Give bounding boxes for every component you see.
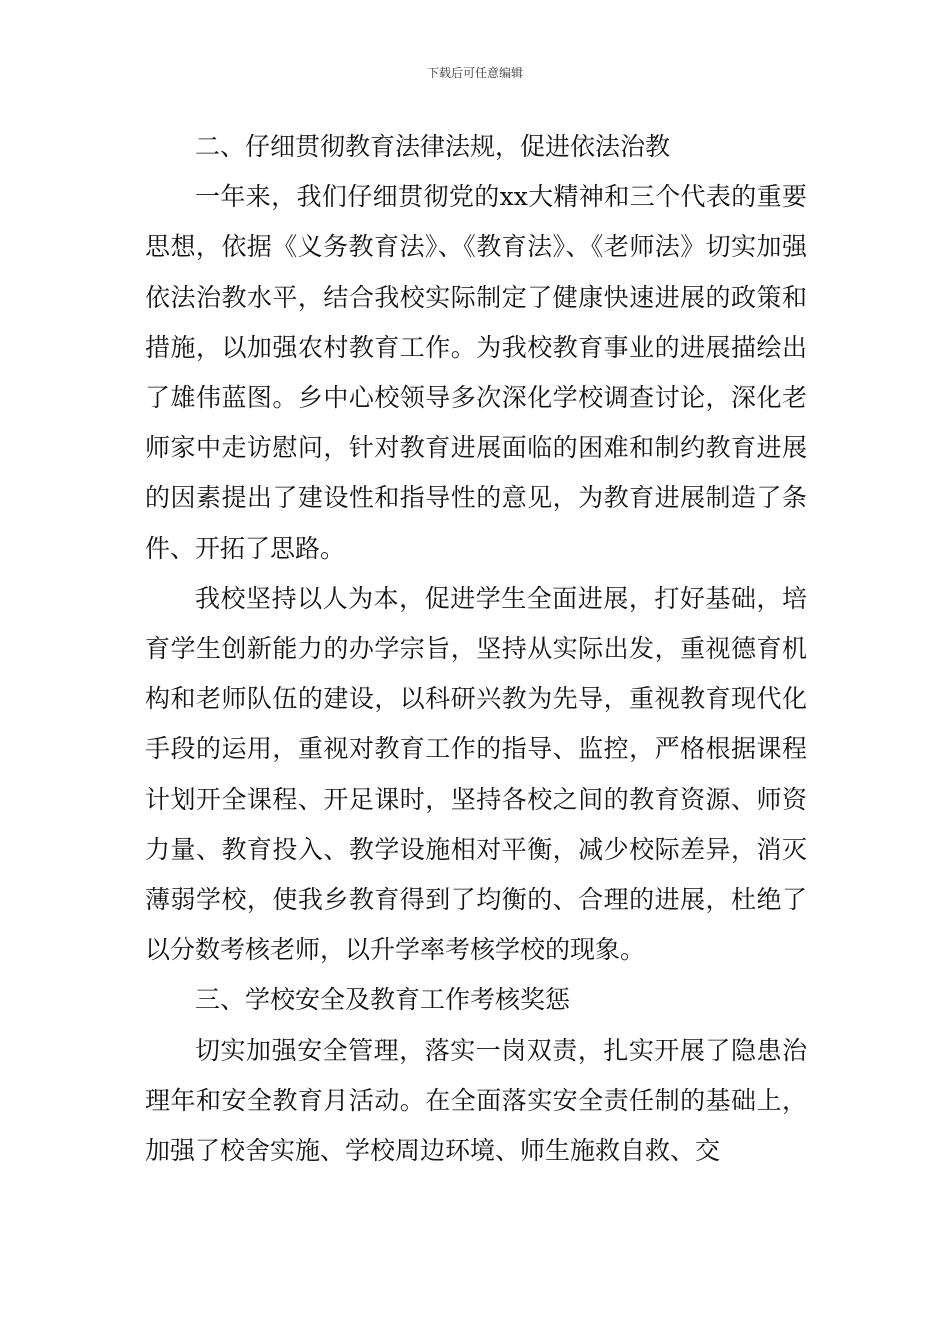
paragraph-2: 我校坚持以人为本，促进学生全面进展，打好基础，培育学生创新能力的办学宗旨，坚持从实际出发，重视德育机构和老师队伍的建设，以科研兴教为先导，重视教育现代化手段的运用，重视对教育工作的指导、监控，严格根据课程计划开全课程、开足课时，坚持各校之间的教育资源、师资力量、教育投入、教学设施相对平衡，减少校际差异，消灭薄弱学校，使我乡教育得到了均衡的、合理的进展，杜绝了以分数考核老师，以升学率考核学校的现象。 [145, 583, 807, 965]
document-body [145, 122, 807, 1176]
section-heading-2: 二、仔细贯彻教育法律法规，促进依法治教 [195, 132, 671, 161]
paragraph-3: 切实加强安全管理，落实一岗双责，扎实开展了隐患治理年和安全教育月活动。在全面落实安全责任制的基础上，加强了校舍实施、学校周边环境、师生施救自救、交 [145, 1035, 807, 1166]
paragraph-1: 一年来，我们仔细贯彻党的xx大精神和三个代表的重要思想，依据《义务教育法》、《教育法》、《老师法》切实加强依法治教水平，结合我校实际制定了健康快速进展的政策和措施，以加强农村教育工作。为我校教育事业的进展描绘出了雄伟蓝图。乡中心校领导多次深化学校调查讨论，深化老师家中走访慰问，针对教育进展面临的困难和制约教育进展的因素提出了建设性和指导性的意见，为教育进展制造了条件、开拓了思路。 [145, 182, 807, 563]
section-heading-3: 三、学校安全及教育工作考核奖惩 [195, 985, 571, 1015]
page-header: 下载后可任意编辑 [426, 66, 523, 80]
